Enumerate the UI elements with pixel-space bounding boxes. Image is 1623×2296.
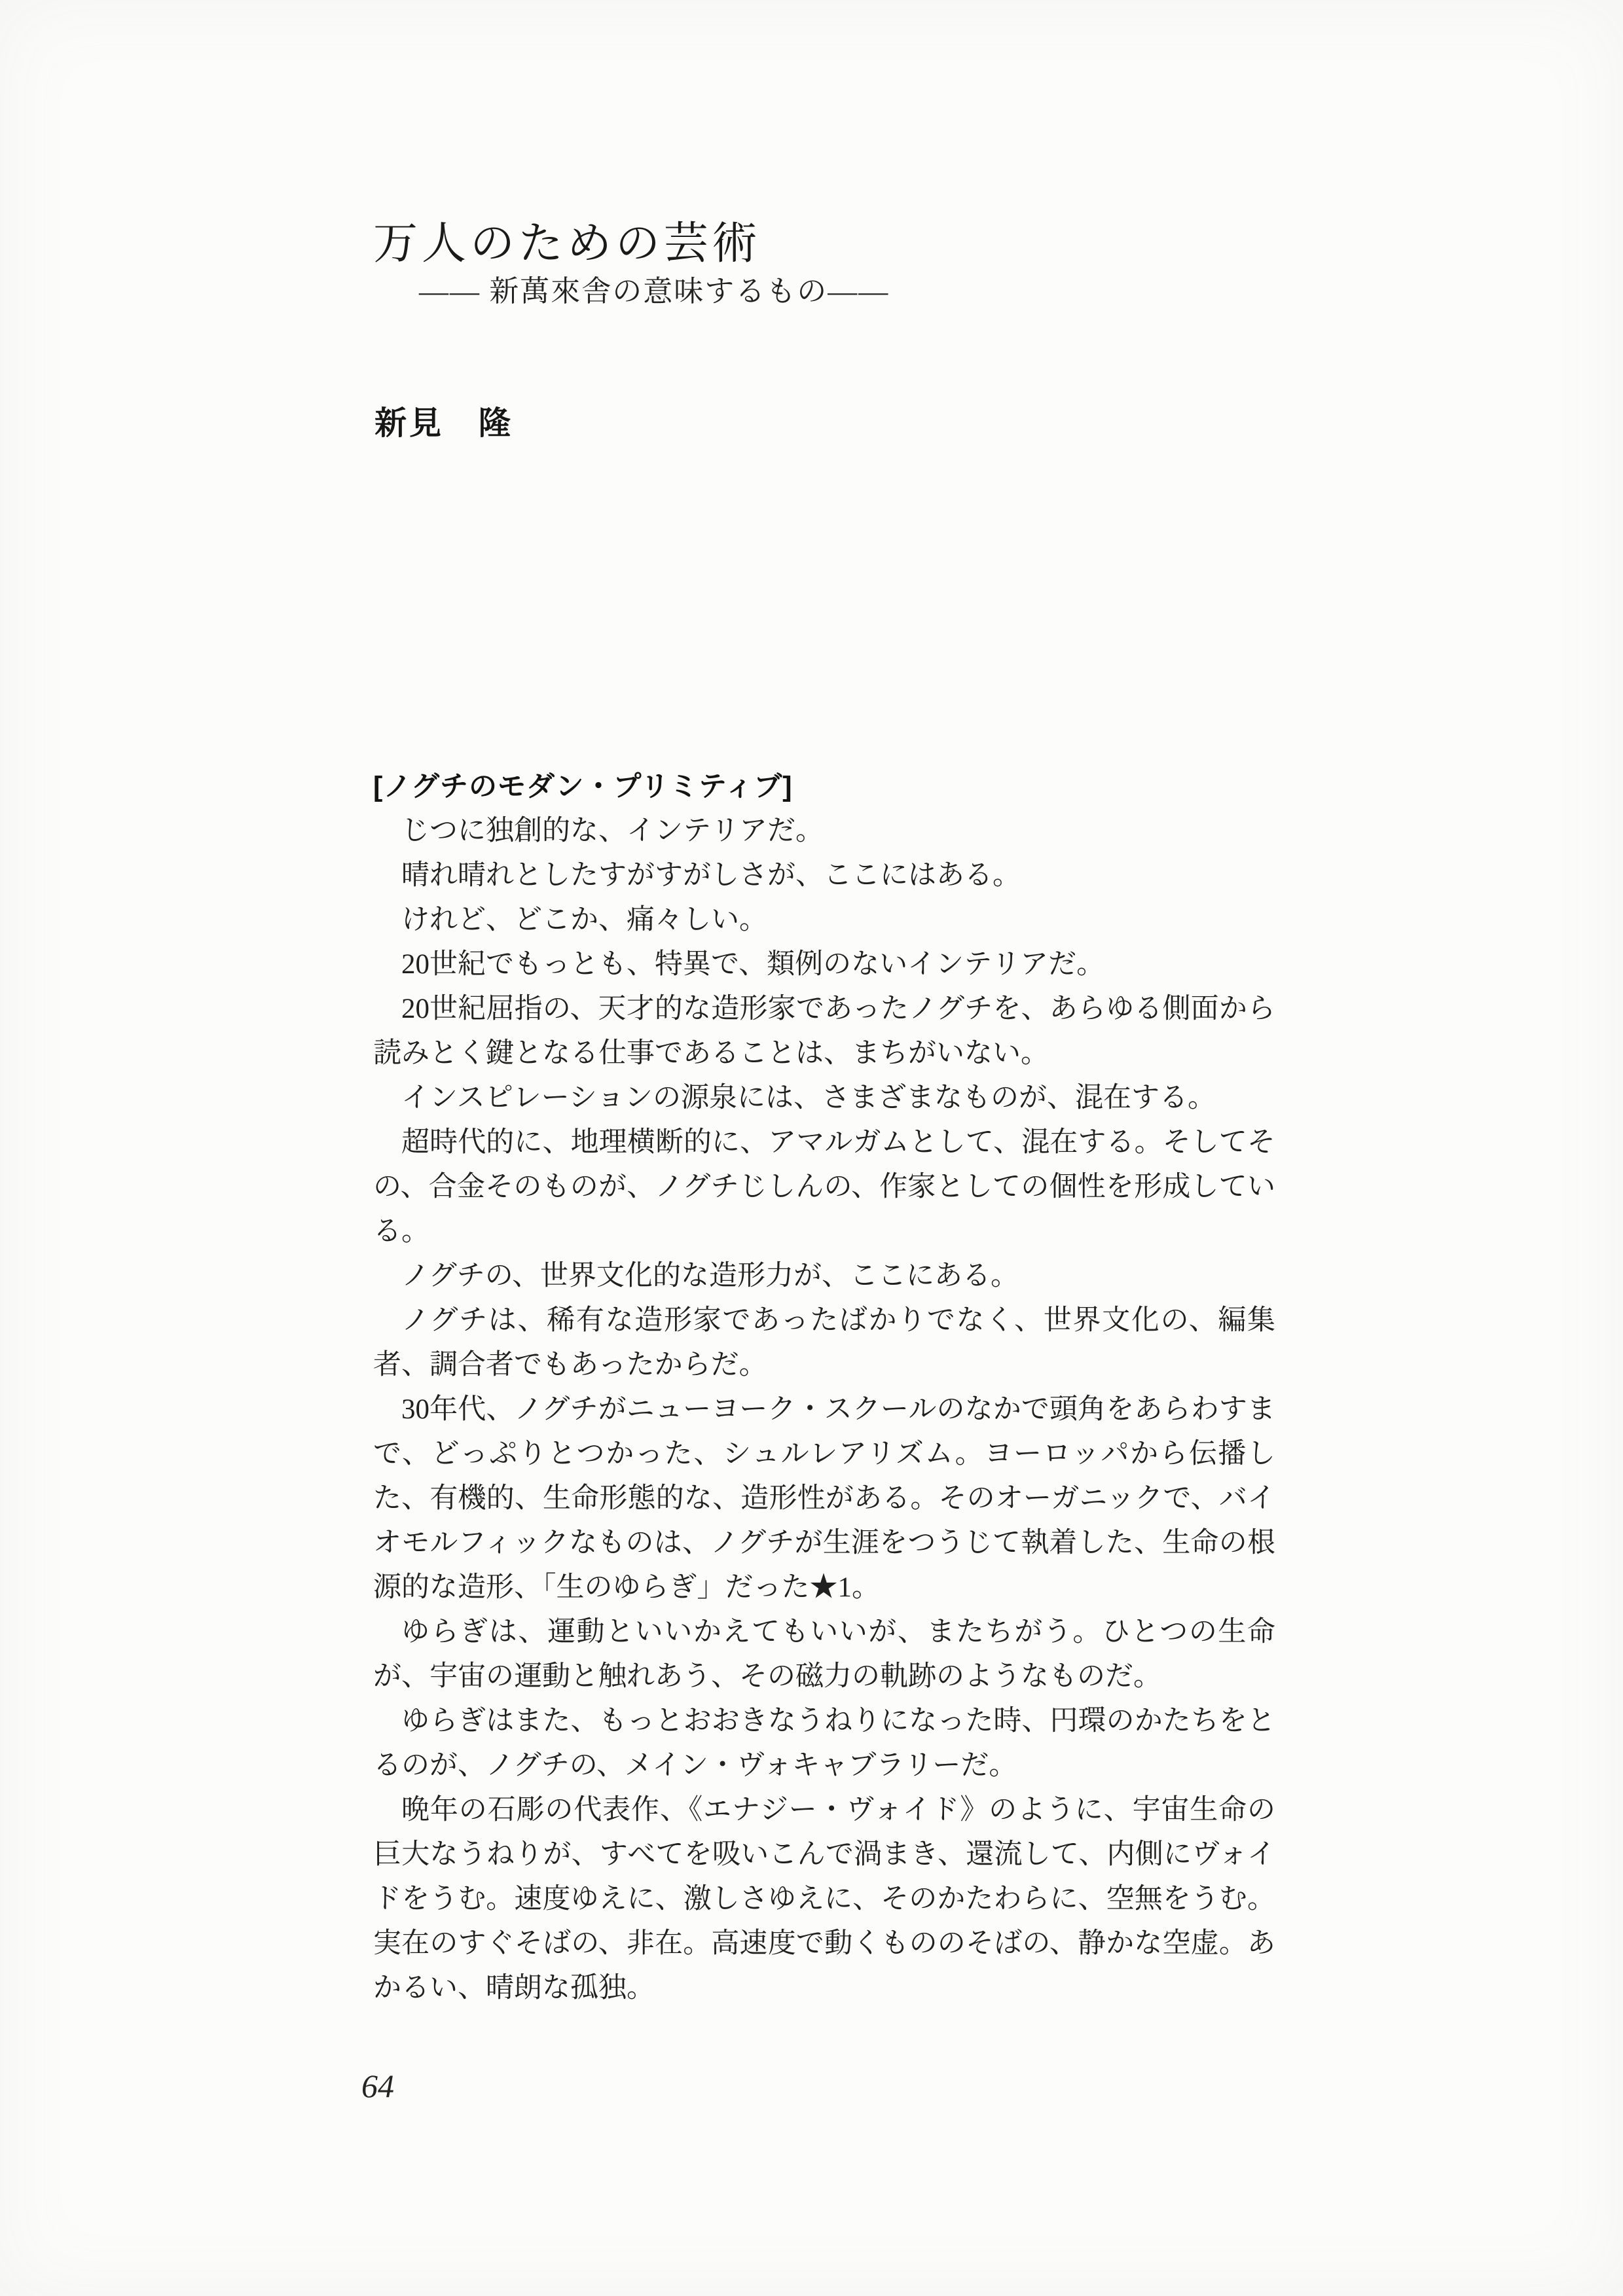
page-title: 万人のための芸術 [373,218,761,268]
author-name: 新見 隆 [374,406,514,441]
body-paragraph: 晩年の石彫の代表作、《エナジー・ヴォイド》のように、宇宙生命の巨大なうねりが、すべてを吸いこんで渦まき、還流して、内側にヴォイドをうむ。速度ゆえに、激しさゆえに、そのかたわらに、空無をうむ。実在のすぐそばの、非在。高速度で動くもののそばの、静かな空虚。あかるい、晴朗な孤独。 [373,1795,1275,2003]
body-paragraph: ゆらぎは、運動といいかえてもいいが、またちがう。ひとつの生命が、宇宙の運動と触れあう、その磁力の軌跡のようなものだ。 [373,1617,1275,1692]
body-paragraph: インスピレーションの源泉には、さまざまなものが、混在する。 [401,1083,1216,1113]
body-paragraph: ゆらぎはまた、もっとおおきなうねりになった時、円環のかたちをとるのが、ノグチの、メイン・ヴォキャブラリーだ。 [373,1706,1275,1781]
body-paragraph: ノグチは、稀有な造形家であったばかりでなく、世界文化の、編集者、調合者でもあったからだ。 [373,1305,1275,1380]
body-paragraph: 20世紀でもっとも、特異で、類例のないインテリアだ。 [401,949,1105,980]
body-paragraph: 超時代的に、地理横断的に、アマルガムとして、混在する。そしてその、合金そのものが、ノグチじしんの、作家としての個性を形成している。 [373,1127,1275,1247]
page-subtitle: ―― 新萬來舎の意味するもの―― [419,275,890,308]
body-text-block [373,764,1275,2011]
body-paragraph: 20世紀屈指の、天才的な造形家であったノグチを、あらゆる側面から読みとく鍵となる仕事であることは、まちがいない。 [373,994,1275,1069]
body-paragraph: けれど、どこか、痛々しい。 [401,905,767,935]
body-paragraph: じつに独創的な、インテリアだ。 [401,816,824,846]
body-paragraph: 30年代、ノグチがニューヨーク・スクールのなかで頭角をあらわすまで、どっぷりとつかった、シュルレアリズム。ヨーロッパから伝播した、有機的、生命形態的な、造形性がある。そのオーガニックで、バイオモルフィックなものは、ノグチが生涯をつうじて執着した、生命の根源的な造形、「生のゆらぎ」だった★1。 [373,1394,1275,1603]
body-paragraph: ノグチの、世界文化的な造形力が、ここにある。 [401,1261,1019,1291]
body-paragraph: 晴れ晴れとしたすがすがしさが、ここにはある。 [401,860,1021,891]
page-number: 64 [361,2068,394,2104]
section-header: [ノグチのモダン・プリミティブ] [373,771,793,802]
